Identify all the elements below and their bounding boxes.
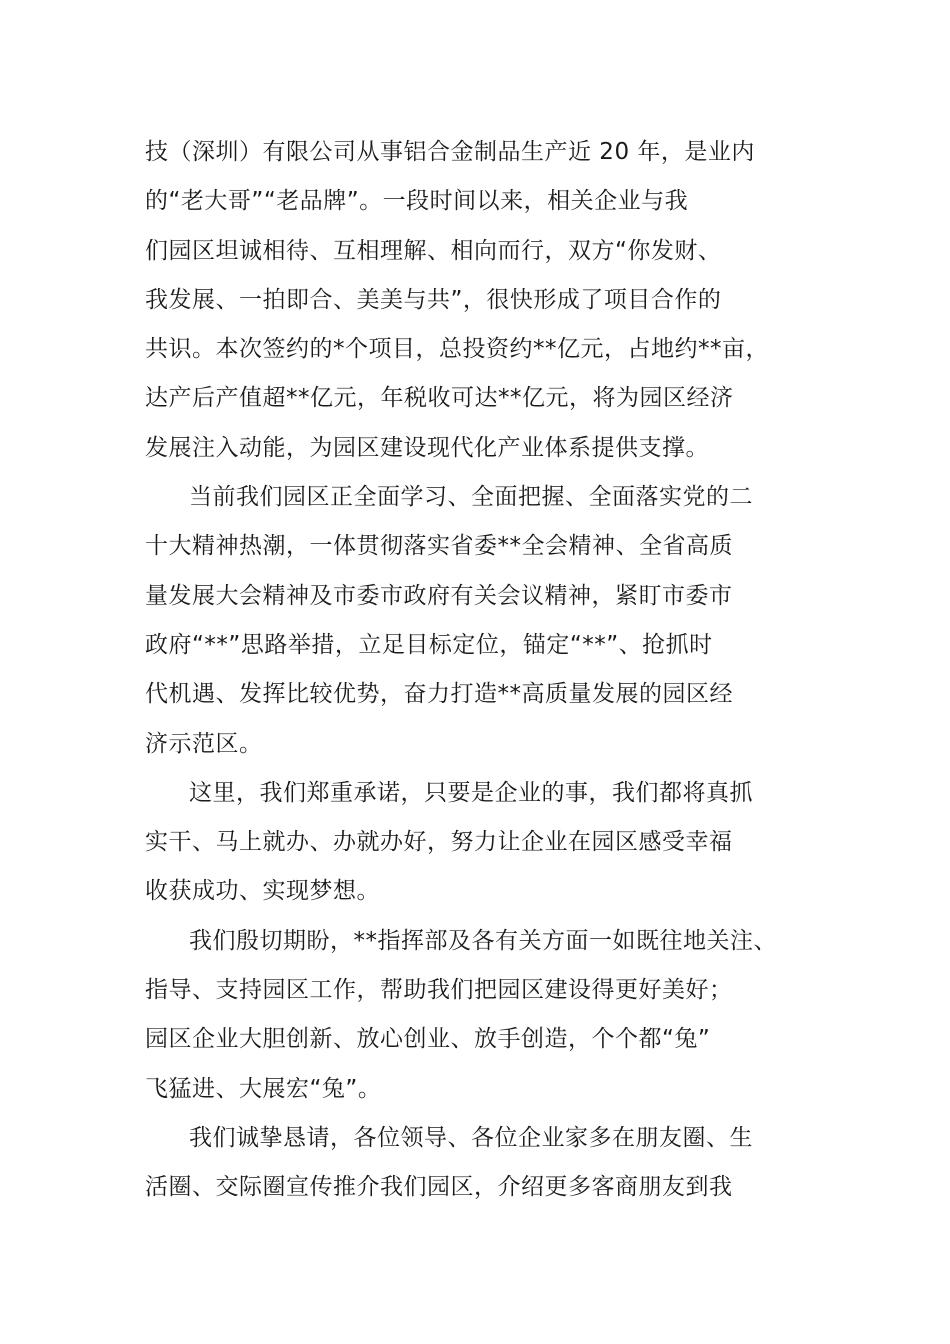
text-line: 代机遇、发挥比较优势，奋力打造**高质量发展的园区经 — [145, 681, 733, 708]
text-line: 共识。本次签约的*个项目，总投资约**亿元，占地约**亩， — [145, 336, 769, 363]
text-line: 十大精神热潮，一体贯彻落实省委**全会精神、全省高质 — [145, 533, 733, 560]
text-line: 政府“**”思路举措，立足目标定位，锚定“**”、抢抓时 — [145, 631, 713, 658]
text-line: 发展注入动能，为园区建设现代化产业体系提供支撑。 — [145, 434, 709, 461]
text-line: 达产后产值超**亿元，年税收可达**亿元，将为园区经济 — [145, 385, 734, 412]
paragraph-first-line: 我们殷切期盼，**指挥部及各有关方面一如既往地关注、 — [189, 927, 777, 954]
paragraph-first-line: 这里，我们郑重承诺，只要是企业的事，我们都将真抓 — [189, 779, 753, 806]
paragraph-first-line: 我们诚挚恳请，各位领导、各位企业家多在朋友圈、生 — [189, 1124, 753, 1151]
text-line: 指导、支持园区工作，帮助我们把园区建设得更好美好； — [145, 977, 733, 1004]
text-line: 的“老大哥”“老品牌”。一段时间以来，相关企业与我 — [145, 188, 689, 215]
text-line: 实干、马上就办、办就办好，努力让企业在园区感受幸福 — [145, 829, 733, 856]
text-line: 我发展、一拍即合、美美与共”，很快形成了项目合作的 — [145, 286, 722, 313]
paragraph-first-line: 当前我们园区正全面学习、全面把握、全面落实党的二 — [189, 484, 753, 511]
text-line: 量发展大会精神及市委市政府有关会议精神，紧盯市委市 — [145, 582, 733, 609]
text-line: 飞猛进、大展宏“兔”。 — [145, 1075, 382, 1102]
text-line: 技（深圳）有限公司从事铝合金制品生产近 20 年，是业内 — [145, 139, 755, 165]
document-body — [145, 128, 835, 1213]
text-line: 济示范区。 — [145, 730, 263, 757]
text-line: 活圈、交际圈宣传推介我们园区，介绍更多客商朋友到我 — [145, 1174, 733, 1201]
text-line: 园区企业大胆创新、放心创业、放手创造，个个都“兔” — [145, 1026, 711, 1053]
text-line: 收获成功、实现梦想。 — [145, 878, 380, 905]
text-line: 们园区坦诚相待、互相理解、相向而行，双方“你发财、 — [145, 237, 722, 264]
